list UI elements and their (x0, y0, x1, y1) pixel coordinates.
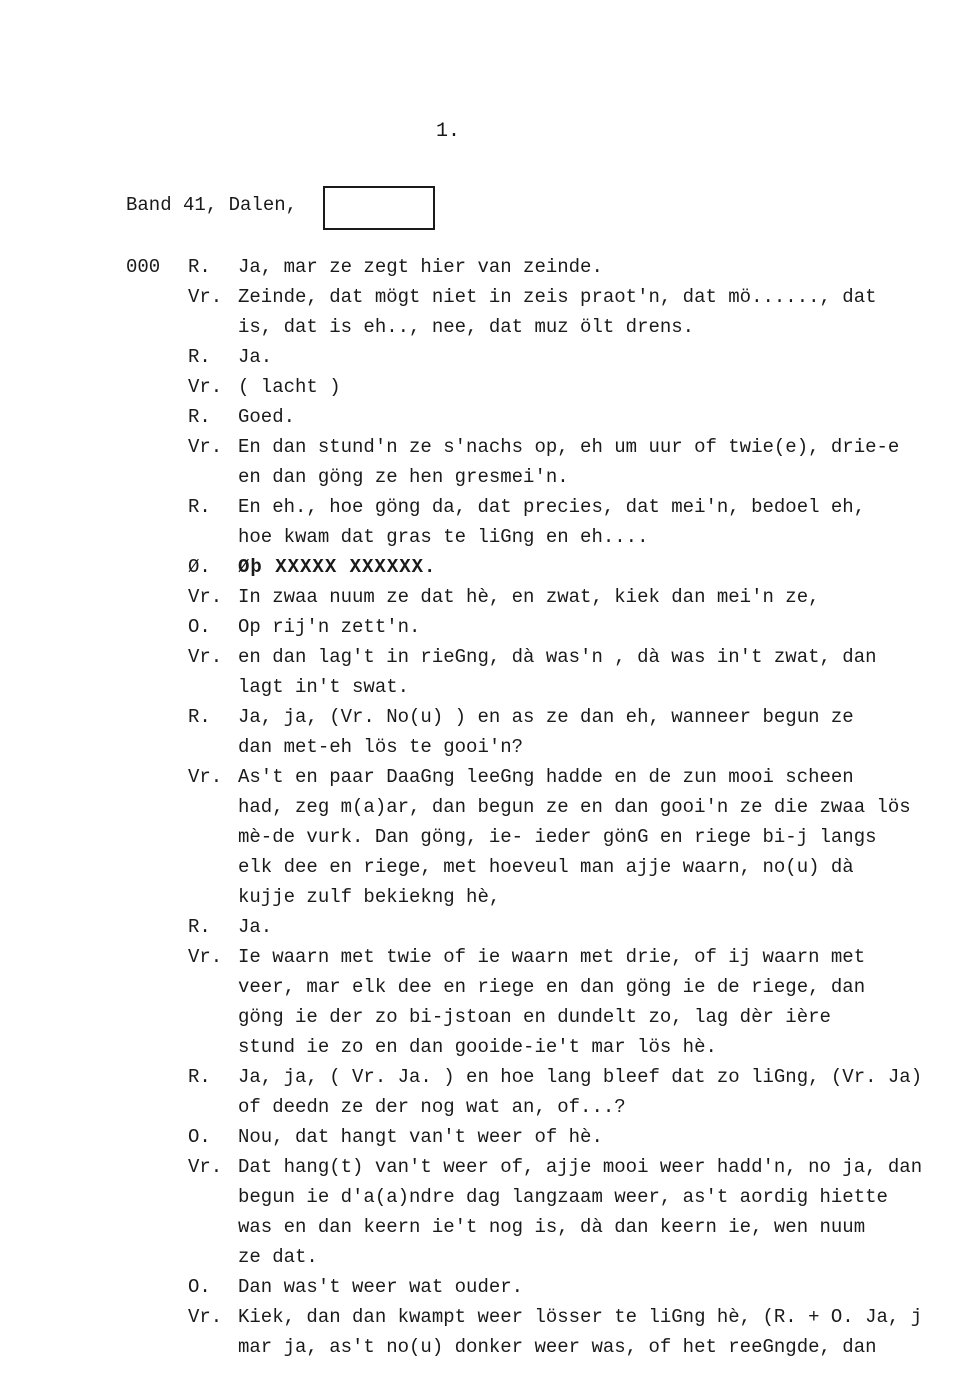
speaker-label: R. (188, 346, 211, 368)
utterance-line: mè-de vurk. Dan göng, ie- ieder gönG en riege bi-j langs (238, 826, 877, 848)
utterance-line: Op rij'n zett'n. (238, 616, 421, 638)
utterance-line: En eh., hoe göng da, dat precies, dat mei'n, bedoel eh, (238, 496, 866, 518)
utterance-line: Ja, mar ze zegt hier van zeinde. (238, 256, 603, 278)
transcript-entry (126, 342, 976, 372)
transcript-entry (126, 1152, 976, 1272)
speaker-label: O. (188, 1126, 211, 1148)
utterance-line: kujje zulf bekiekng hè, (238, 886, 501, 908)
page-number: 1. (436, 120, 461, 143)
utterance-line: Ja, ja, ( Vr. Ja. ) en hoe lang bleef dat zo liGng, (Vr. Ja) (238, 1066, 923, 1088)
utterance-line: stund ie zo en dan gooide-ie't mar lös hè. (238, 1036, 717, 1058)
transcript-entry (126, 1272, 976, 1302)
speaker-label: R. (188, 916, 211, 938)
utterance-line: Zeinde, dat mögt niet in zeis praot'n, dat mö......, dat (238, 286, 877, 308)
transcript-entry (126, 642, 976, 702)
transcript-entry (126, 612, 976, 642)
utterance-line: En dan stund'n ze s'nachs op, eh um uur of twie(e), drie-e (238, 436, 900, 458)
utterance-line: Dan was't weer wat ouder. (238, 1276, 524, 1298)
utterance-line: veer, mar elk dee en riege en dan göng ie de riege, dan (238, 976, 866, 998)
speaker-label: R. (188, 496, 211, 518)
utterance-line: Kiek, dan dan kwampt weer lösser te liGng hè, (R. + O. Ja, j (238, 1306, 923, 1328)
tape-counter: 000 (126, 256, 161, 278)
utterance-line: Ja. (238, 346, 273, 368)
speaker-label: R. (188, 406, 211, 428)
utterance-line: Dat hang(t) van't weer of, ajje mooi weer hadd'n, no ja, dan (238, 1156, 923, 1178)
transcript-entry (126, 282, 976, 342)
transcript (126, 252, 976, 1362)
transcript-entry (126, 942, 976, 1062)
speaker-label: O. (188, 1276, 211, 1298)
utterance-line: begun ie d'a(a)ndre dag langzaam weer, as't aordig hiette (238, 1186, 888, 1208)
utterance-line: As't en paar DaaGng leeGng hadde en de zun mooi scheen (238, 766, 854, 788)
speaker-label: Vr. (188, 586, 223, 608)
document-header: Band 41, Dalen, (126, 194, 298, 216)
utterance-line: dan met-eh lös te gooi'n? (238, 736, 524, 758)
transcript-entry (126, 582, 976, 612)
utterance-line: Goed. (238, 406, 296, 428)
utterance-line: was en dan keern ie't nog is, dà dan keern ie, wen nuum (238, 1216, 866, 1238)
speaker-label: Vr. (188, 376, 223, 398)
speaker-label: Vr. (188, 436, 223, 458)
utterance-line: Ja, ja, (Vr. No(u) ) en as ze dan eh, wanneer begun ze (238, 706, 854, 728)
speaker-label: Vr. (188, 946, 223, 968)
utterance-line: en dan göng ze hen gresmei'n. (238, 466, 569, 488)
speaker-label: Ø. (188, 556, 211, 578)
utterance-line: Ja. (238, 916, 273, 938)
transcript-entry (126, 552, 976, 582)
transcript-entry (126, 432, 976, 492)
speaker-label: R. (188, 256, 211, 278)
utterance-line: lagt in't swat. (238, 676, 410, 698)
utterance-line: is, dat is eh.., nee, dat muz ölt drens. (238, 316, 695, 338)
utterance-line: ze dat. (238, 1246, 318, 1268)
transcript-entry (126, 372, 976, 402)
speaker-label: Vr. (188, 1156, 223, 1178)
redacted-name-box (323, 186, 435, 230)
utterance-line: mar ja, as't no(u) donker weer was, of het reeGngde, dan (238, 1336, 877, 1358)
utterance-line: In zwaa nuum ze dat hè, en zwat, kiek dan mei'n ze, (238, 586, 820, 608)
speaker-label: Vr. (188, 286, 223, 308)
utterance-line: had, zeg m(a)ar, dan begun ze en dan gooi'n ze die zwaa lös (238, 796, 911, 818)
speaker-label: Vr. (188, 766, 223, 788)
transcript-entry (126, 1122, 976, 1152)
utterance-line: elk dee en riege, met hoeveul man ajje waarn, no(u) dà (238, 856, 854, 878)
transcript-entry (126, 402, 976, 432)
utterance-line: of deedn ze der nog wat an, of...? (238, 1096, 626, 1118)
transcript-entry (126, 252, 976, 282)
transcript-entry (126, 702, 976, 762)
speaker-label: O. (188, 616, 211, 638)
transcript-entry (126, 492, 976, 552)
utterance-line: Øþ XXXXX XXXXXX. (238, 556, 437, 578)
utterance-line: Nou, dat hangt van't weer of hè. (238, 1126, 603, 1148)
transcript-entry (126, 912, 976, 942)
speaker-label: Vr. (188, 1306, 223, 1328)
utterance-line: ( lacht ) (238, 376, 341, 398)
speaker-label: Vr. (188, 646, 223, 668)
utterance-line: en dan lag't in rieGng, dà was'n , dà was in't zwat, dan (238, 646, 877, 668)
utterance-line: hoe kwam dat gras te liGng en eh.... (238, 526, 649, 548)
speaker-label: R. (188, 706, 211, 728)
utterance-line: göng ie der zo bi-jstoan en dundelt zo, lag dèr ière (238, 1006, 831, 1028)
utterance-line: Ie waarn met twie of ie waarn met drie, of ij waarn met (238, 946, 866, 968)
transcript-entry (126, 1062, 976, 1122)
speaker-label: R. (188, 1066, 211, 1088)
transcript-entry (126, 1302, 976, 1362)
transcript-entry (126, 762, 976, 912)
